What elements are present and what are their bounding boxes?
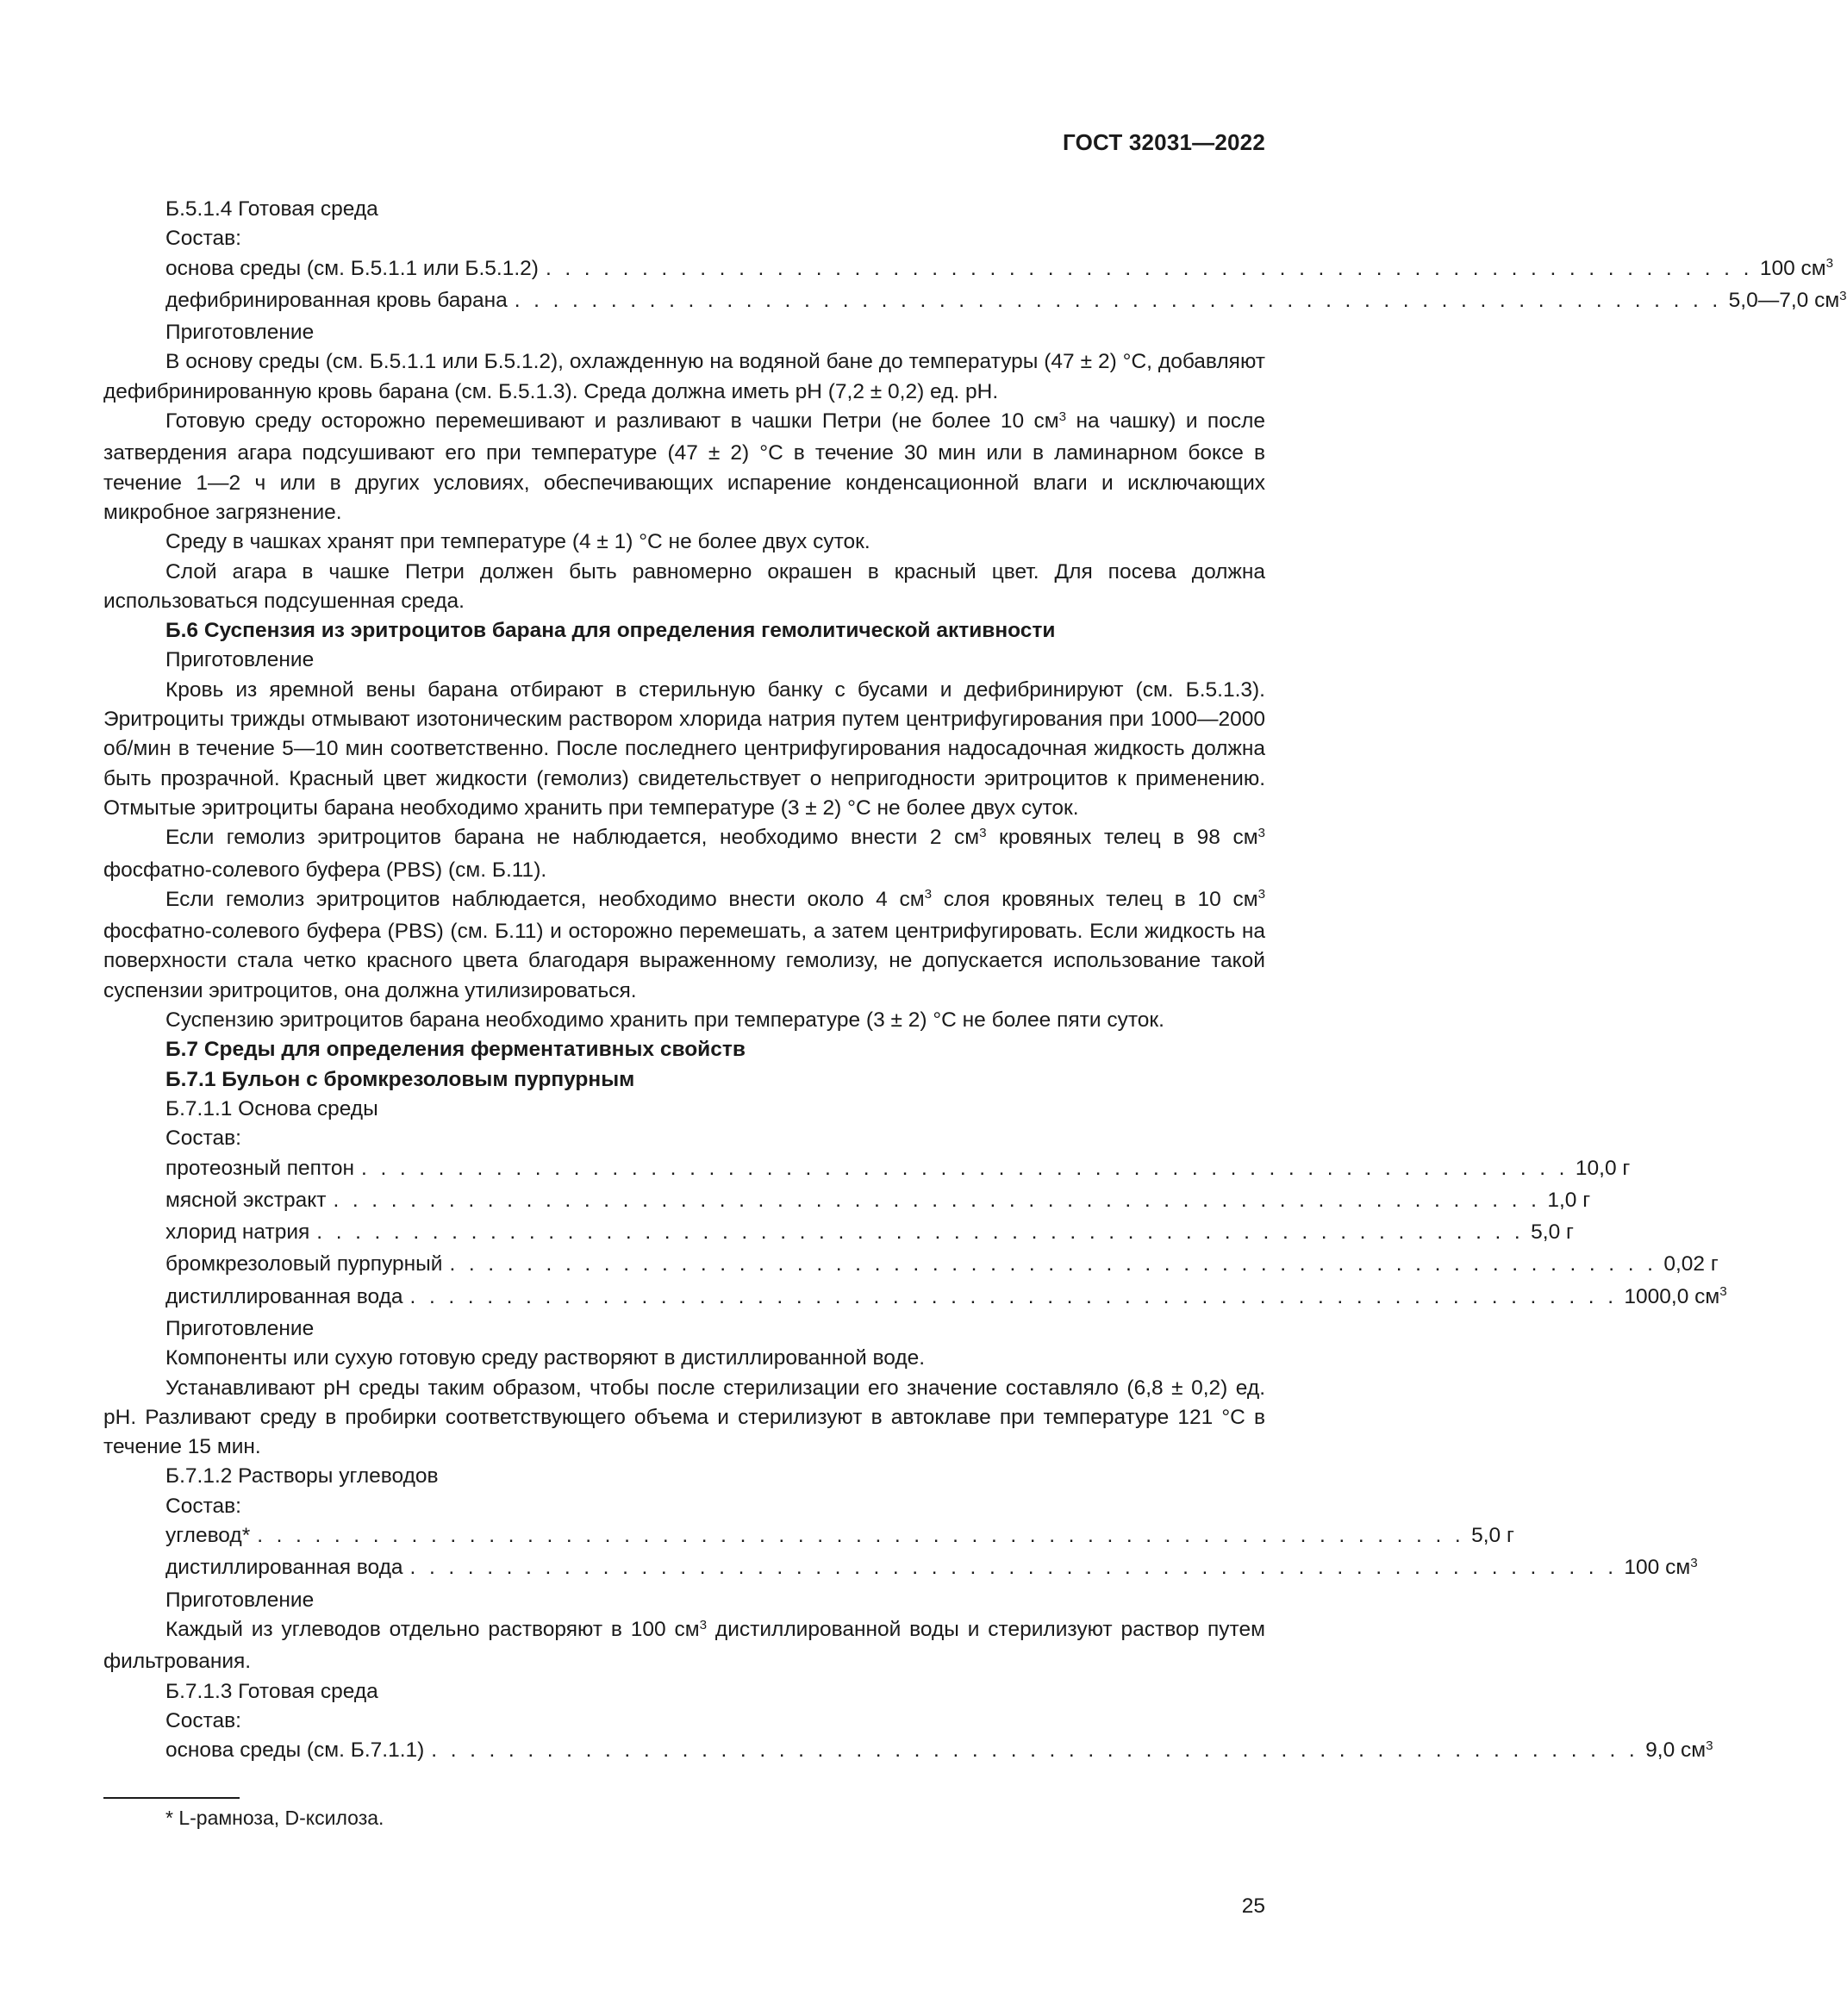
preparation-label: Приготовление [165,1588,315,1612]
preparation-label: Приготовление [165,1316,315,1340]
dot-leader: . . . . . . . . . . . . . . . . . . . . . . . . . . . . . . . . . . . . . . . . . . . . . . . . . . . . . . . . . . . . . . . [316,1220,1525,1245]
composition-list [103,1154,1727,1314]
section-heading-b6: Б.6 Суспензия из эритроцитов барана для определения гемолитической активности [165,619,1056,643]
paragraph: Готовую среду осторожно перемешивают и разливают в чашки Петри (не более 10 $см^3$ на чашку) и после затвердения агара подсушивают его при температуре (47 ± 2) °С в течение 30 мин или в ламинарном боксе в течение 1—2 ч или в других условиях, обеспечивающих испарение конденсационной влаги и исключающих микробное загрязнение. [103,409,1265,524]
ingredient-amount: 5,0 г [1471,1524,1514,1548]
dot-leader: . . . . . . . . . . . . . . . . . . . . . . . . . . . . . . . . . . . . . . . . . . . . . . . . . . . . . . . . . . . . . . . [333,1188,1541,1212]
paragraph: Если гемолиз эритроцитов наблюдается, необходимо внести около 4 $см^3$ слоя кровяных телец в 10 $см^3$ фосфатно-солевого буфера (PBS) (см. Б.11) и осторожно перемешать, а затем центрифугировать. Если жидкость на поверхности стала четко красного цвета благодаря выраженному гемолизу, не допускается использование такой суспензии эритроцитов, она должна утилизироваться. [103,887,1266,1002]
ingredient-amount: 1000,0 $см^3$ [1624,1284,1727,1308]
composition-row [103,1154,1631,1186]
paragraph: В основу среды (см. Б.5.1.1 или Б.5.1.2), охлажденную на водяной бане до температуры (47 ± 2) °С, добавляют дефибринированную кровь барана (см. Б.5.1.3). Среда должна иметь pH (7,2 ± 0,2) ед. pH. [103,350,1265,403]
section-title-b7-1-3: Б.7.1.3 Готовая среда [165,1679,378,1703]
section-heading-b7: Б.7 Среды для определения ферментативных свойств [165,1038,746,1062]
paragraph: Суспензию эритроцитов барана необходимо хранить при температуре (3 ± 2) °С не более пяти суток. [165,1008,1164,1033]
composition-row [103,1283,1727,1314]
paragraph: Устанавливают pH среды таким образом, чтобы после стерилизации его значение составляло (6,8 ± 0,2) ед. pH. Разливают среду в пробирки соответствующего объема и стерилизуют в автоклаве при температуре 121 °С в течение 15 мин. [103,1376,1265,1459]
composition-label: Состав: [165,227,241,251]
dot-leader: . . . . . . . . . . . . . . . . . . . . . . . . . . . . . . . . . . . . . . . . . . . . . . . . . . . . . . . . . . . . . . . [409,1284,1618,1308]
ingredient-name: хлорид натрия [165,1220,310,1245]
composition-row [103,1218,1574,1250]
ingredient-name: основа среды (см. Б.7.1.1) [165,1738,425,1763]
paragraph: Компоненты или сухую готовую среду растворяют в дистиллированной воде. [165,1346,926,1370]
subsection-heading-b7-1: Б.7.1 Бульон с бромкрезоловым пурпурным [165,1067,635,1091]
paragraph: Кровь из яремной вены барана отбирают в стерильную банку с бусами и дефибринируют (см. Б.5.1.3). Эритроциты трижды отмывают изотоническим раствором хлорида натрия путем центрифугирования при 1000—2000 об/мин в течение 5—10 мин соответственно. После последнего центрифугирования надосадочная жидкость должна быть прозрачной. Красный цвет жидкости (гемолиз) свидетельствует о непригодности эритроцитов к применению. Отмытые эритроциты барана необходимо хранить при температуре (3 ± 2) °С не более двух суток. [103,677,1265,820]
ingredient-name: бромкрезоловый пурпурный [165,1252,443,1276]
ingredient-amount: 5,0 г [1531,1220,1574,1245]
composition-row [103,1521,1514,1553]
composition-list [103,1736,1713,1768]
ingredient-name: дефибринированная кровь барана [165,288,508,312]
dot-leader: . . . . . . . . . . . . . . . . . . . . . . . . . . . . . . . . . . . . . . . . . . . . . . . . . . . . . . . . . . . . . . . [545,256,1753,280]
composition-label: Состав: [165,1127,241,1151]
footnote: * L-рамноза, D-ксилоза. [165,1807,384,1829]
dot-leader: . . . . . . . . . . . . . . . . . . . . . . . . . . . . . . . . . . . . . . . . . . . . . . . . . . . . . . . . . . . . . . . [361,1156,1569,1180]
ingredient-amount: 0,02 г [1663,1252,1719,1276]
ingredient-name: основа среды (см. Б.5.1.1 или Б.5.1.2) [165,256,539,280]
composition-row [103,1553,1698,1585]
ingredient-name: дистиллированная вода [165,1556,403,1580]
composition-row [103,254,1834,286]
preparation-label: Приготовление [165,321,315,345]
composition-row [103,1736,1713,1768]
paragraph: Слой агара в чашке Петри должен быть равномерно окрашен в красный цвет. Для посева должна использоваться подсушенная среда. [103,559,1265,613]
paragraph: Каждый из углеводов отдельно растворяют в 100 $см^3$ дистиллированной воды и стерилизуют раствор путем фильтрования. [103,1617,1265,1674]
standard-header: ГОСТ 32031—2022 [1063,129,1265,155]
composition-label: Состав: [165,1708,241,1732]
section-title-b7-1-2: Б.7.1.2 Растворы углеводов [165,1464,439,1489]
composition-row [103,1250,1719,1282]
section-title-b5-1-4: Б.5.1.4 Готовая среда [165,197,378,221]
preparation-label: Приготовление [165,648,315,672]
ingredient-name: дистиллированная вода [165,1284,403,1308]
ingredient-amount: 100 $см^3$ [1624,1556,1698,1580]
document-body [103,195,1847,1768]
dot-leader: . . . . . . . . . . . . . . . . . . . . . . . . . . . . . . . . . . . . . . . . . . . . . . . . . . . . . . . . . . . . . . . [449,1252,1657,1276]
section-title-b7-1-1: Б.7.1.1 Основа среды [165,1096,378,1120]
dot-leader: . . . . . . . . . . . . . . . . . . . . . . . . . . . . . . . . . . . . . . . . . . . . . . . . . . . . . . . . . . . . . . . [514,288,1722,312]
dot-leader: . . . . . . . . . . . . . . . . . . . . . . . . . . . . . . . . . . . . . . . . . . . . . . . . . . . . . . . . . . . . . . . [409,1556,1618,1580]
dot-leader: . . . . . . . . . . . . . . . . . . . . . . . . . . . . . . . . . . . . . . . . . . . . . . . . . . . . . . . . . . . . . . . [431,1738,1639,1763]
dot-leader: . . . . . . . . . . . . . . . . . . . . . . . . . . . . . . . . . . . . . . . . . . . . . . . . . . . . . . . . . . . . . . . [257,1524,1465,1548]
ingredient-name: углевод* [165,1524,251,1548]
composition-list [103,254,1847,319]
composition-label: Состав: [165,1494,241,1518]
ingredient-amount: 100 $см^3$ [1759,256,1834,280]
page-number: 25 [1241,1894,1265,1918]
composition-list [103,1521,1698,1586]
composition-row [103,1186,1591,1218]
ingredient-name: протеозный пептон [165,1156,355,1180]
ingredient-name: мясной экстракт [165,1188,327,1212]
footnote-divider [103,1797,240,1799]
composition-row [103,286,1847,318]
ingredient-amount: 10,0 г [1575,1156,1631,1180]
ingredient-amount: 1,0 г [1547,1188,1591,1212]
ingredient-amount: 9,0 $см^3$ [1645,1738,1713,1763]
ingredient-amount: 5,0—7,0 $см^3$ [1728,288,1847,312]
paragraph: Среду в чашках хранят при температуре (4 ± 1) °С не более двух суток. [165,530,870,554]
paragraph: Если гемолиз эритроцитов барана не наблюдается, необходимо внести 2 $см^3$ кровяных телец в 98 $см^3$ фосфатно-солевого буфера (PBS) (см. Б.11). [103,825,1265,882]
